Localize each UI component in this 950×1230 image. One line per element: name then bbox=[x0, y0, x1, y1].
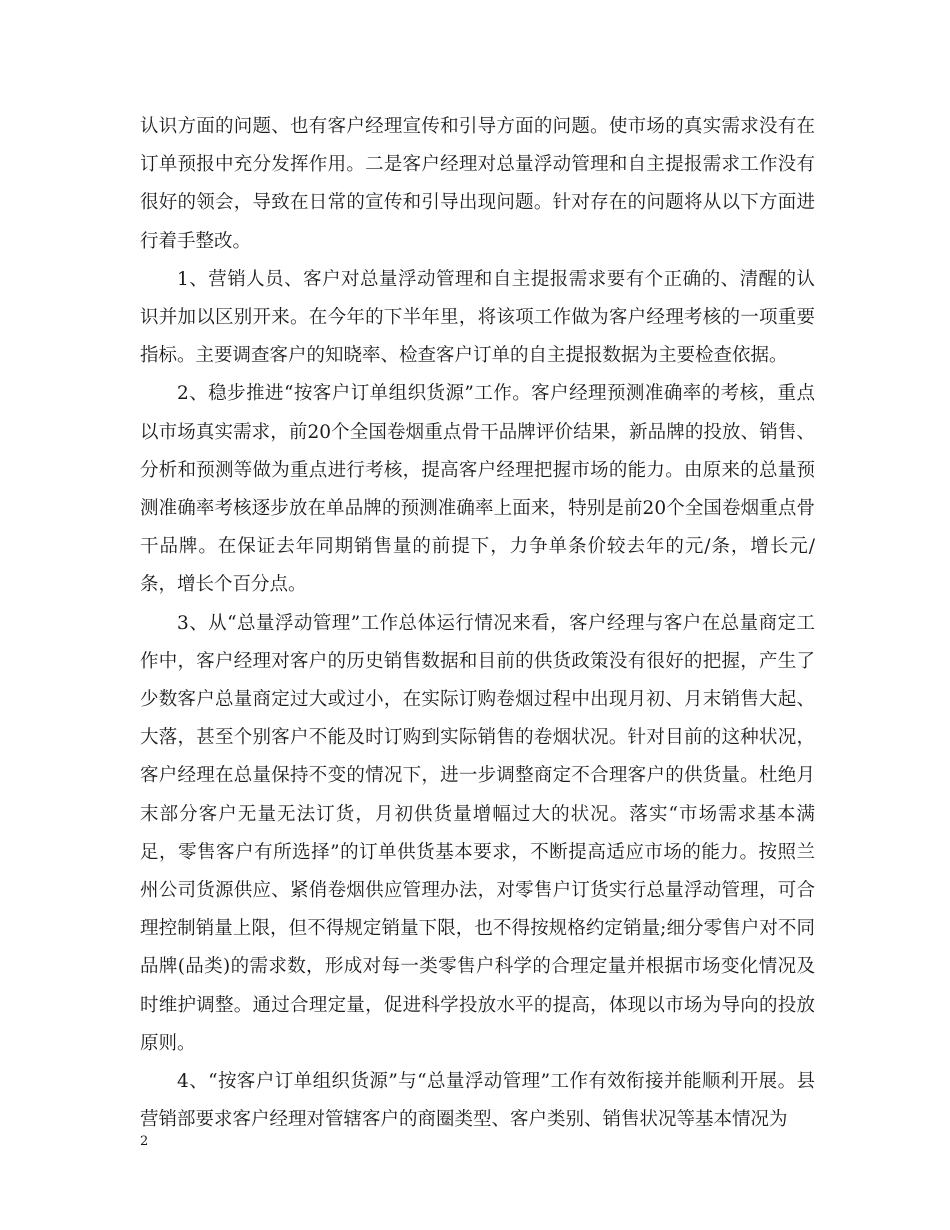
document-body bbox=[140, 108, 815, 1139]
paragraph-item-3: 3、从“总量浮动管理”工作总体运行情况来看，客户经理与客户在总量商定工作中，客户经理对客户的历史销售数据和目前的供货政策没有很好的把握，产生了少数客户总量商定过大或过小，在实际订购卷烟过程中出现月初、月末销售大起、大落，甚至个别客户不能及时订购到实际销售的卷烟状况。针对目前的这种状况，客户经理在总量保持不变的情况下，进一步调整商定不合理客户的供货量。杜绝月末部分客户无量无法订货，月初供货量增幅过大的状况。落实“市场需求基本满足，零售客户有所选择”的订单供货基本要求，不断提高适应市场的能力。按照兰州公司货源供应、紧俏卷烟供应管理办法，对零售户订货实行总量浮动管理，可合理控制销量上限，但不得规定销量下限，也不得按规格约定销量;细分零售户对不同品牌(品类)的需求数，形成对每一类零售户科学的合理定量并根据市场变化情况及时维护调整。通过合理定量，促进科学投放水平的提高，体现以市场为导向的投放原则。 bbox=[140, 612, 815, 1054]
paragraph-continuation: 认识方面的问题、也有客户经理宣传和引导方面的问题。使市场的真实需求没有在订单预报中充分发挥作用。二是客户经理对总量浮动管理和自主提报需求工作没有很好的领会，导致在日常的宣传和引导出现问题。针对存在的问题将从以下方面进行着手整改。 bbox=[140, 116, 815, 252]
paragraph-item-4: 4、“按客户订单组织货源”与“总量浮动管理”工作有效衔接并能顺利开展。县营销部要求客户经理对管辖客户的商圈类型、客户类别、销售状况等基本情况为 bbox=[140, 1071, 815, 1131]
paragraph-item-2: 2、稳步推进“按客户订单组织货源”工作。客户经理预测准确率的考核，重点以市场真实需求，前20个全国卷烟重点骨干品牌评价结果，新品牌的投放、销售、分析和预测等做为重点进行考核，提高客户经理把握市场的能力。由原来的总量预测准确率考核逐步放在单品牌的预测准确率上面来，特别是前20个全国卷烟重点骨干品牌。在保证去年同期销售量的前提下，力争单条价较去年的元/条，增长元/条，增长个百分点。 bbox=[140, 383, 815, 596]
page-number: 2 bbox=[140, 1134, 149, 1149]
paragraph-item-1: 1、营销人员、客户对总量浮动管理和自主提报需求要有个正确的、清醒的认识并加以区别开来。在今年的下半年里，将该项工作做为客户经理考核的一项重要指标。主要调查客户的知晓率、检查客户订单的自主提报数据为主要检查依据。 bbox=[140, 268, 815, 367]
